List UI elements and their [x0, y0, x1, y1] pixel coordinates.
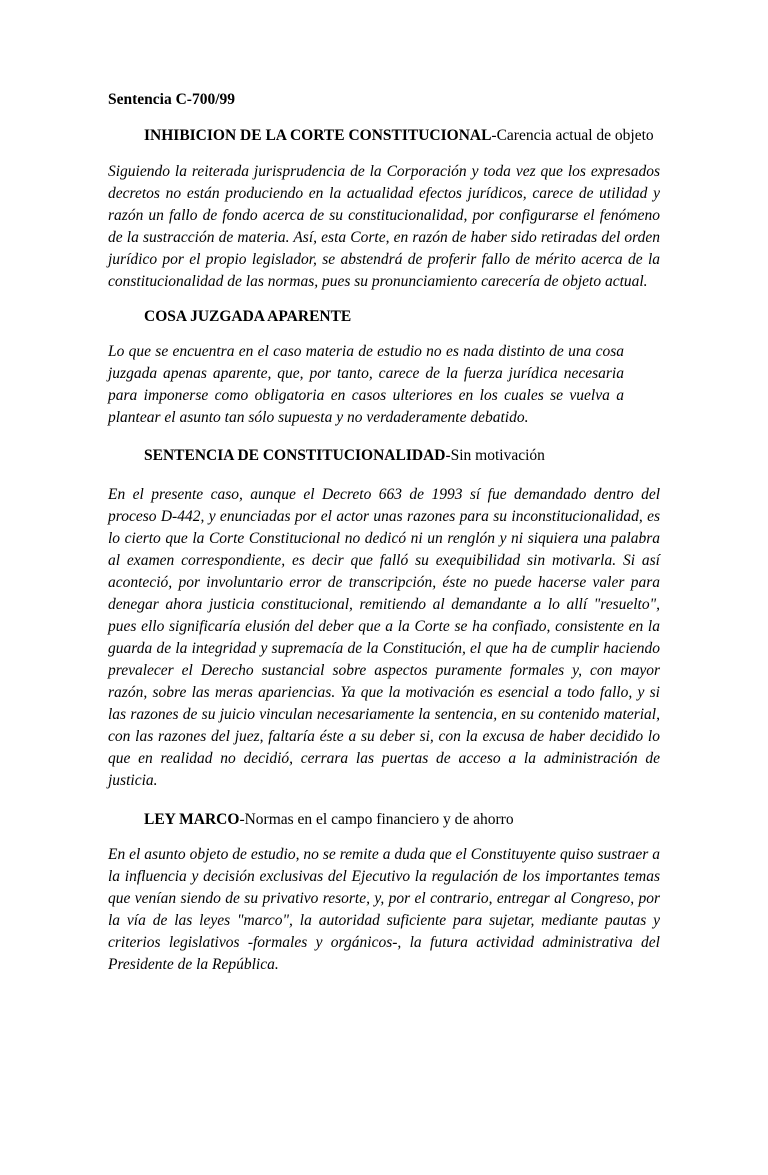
heading-bold-text: SENTENCIA DE CONSTITUCIONALIDAD [144, 447, 446, 464]
heading-bold-text: COSA JUZGADA APARENTE [144, 308, 352, 325]
heading-rest-text: -Carencia actual de objeto [491, 127, 654, 144]
section-heading-ley-marco [144, 809, 660, 831]
section-heading-cosa-juzgada [144, 306, 660, 328]
heading-rest-text: -Sin motivación [445, 447, 545, 464]
section-paragraph-ley-marco: En el asunto objeto de estudio, no se remite a duda que el Constituyente quiso sustraer a la influencia y decisión exclusivas del Ejecutivo la regulación de los importantes temas que venían siendo de su privativo resorte, y, por el contrario, entregar al Congreso, por la vía de las leyes "marco", la autoridad suficiente para sujetar, mediante pautas y criterios legislativos -formales y orgánicos-, la futura actividad administrativa del Presidente de la República. [108, 846, 660, 973]
section-paragraph-sentencia: En el presente caso, aunque el Decreto 663 de 1993 sí fue demandado dentro del proceso D-442, y enunciadas por el actor unas razones para su inconstitucionalidad, es lo cierto que la Corte Constitucional no dedicó ni un renglón y ni siquiera una palabra al examen correspondiente, es decir que falló su exequibilidad sin motivarla. Si así aconteció, por involuntario error de transcripción, éste no puede hacerse valer para denegar ahora justicia constitucional, remitiendo al demandante a lo allí "resuelto", pues ello significaría elusión del deber que a la Corte se ha confiado, consistente en la guarda de la integridad y supremacía de la Constitución, el que ha de cumplir haciendo prevalecer el Derecho sustancial sobre aspectos puramente formales y, con mayor razón, sobre las meras apariencias. Ya que la motivación es esencial a todo fallo, y si las razones de su juicio vinculan necesariamente la sentencia, en su contenido material, con las razones del juez, faltaría éste a su deber si, con la excusa de haber decidido lo que en realidad no decidió, cerrara las puertas de acceso a la administración de justicia. [108, 486, 660, 789]
heading-bold-text: LEY MARCO [144, 811, 240, 828]
document-page [108, 89, 660, 990]
heading-rest-text: -Normas en el campo financiero y de ahorro [239, 811, 514, 828]
section-heading-sentencia [144, 445, 660, 467]
document-title: Sentencia C-700/99 [108, 91, 236, 108]
section-heading-inhibicion [144, 125, 660, 147]
heading-bold-text: INHIBICION DE LA CORTE CONSTITUCIONAL [144, 127, 492, 144]
section-paragraph-inhibicion: Siguiendo la reiterada jurisprudencia de la Corporación y toda vez que los expresados decretos no están produciendo en la actualidad efectos jurídicos, carece de utilidad y razón un fallo de fondo acerca de su constitucionalidad, por configurarse el fenómeno de la sustracción de materia. Así, esta Corte, en razón de haber sido retiradas del orden jurídico por el propio legislador, se abstendrá de proferir fallo de mérito acerca de la constitucionalidad de las normas, pues su pronunciamiento carecería de objeto actual. [108, 163, 660, 290]
section-paragraph-cosa-juzgada: Lo que se encuentra en el caso materia de estudio no es nada distinto de una cosa juzgada apenas aparente, que, por tanto, carece de la fuerza jurídica necesaria para imponerse como obligatoria en casos ulteriores en los cuales se vuelva a plantear el asunto tan sólo supuesta y no verdaderamente debatido. [108, 343, 624, 426]
